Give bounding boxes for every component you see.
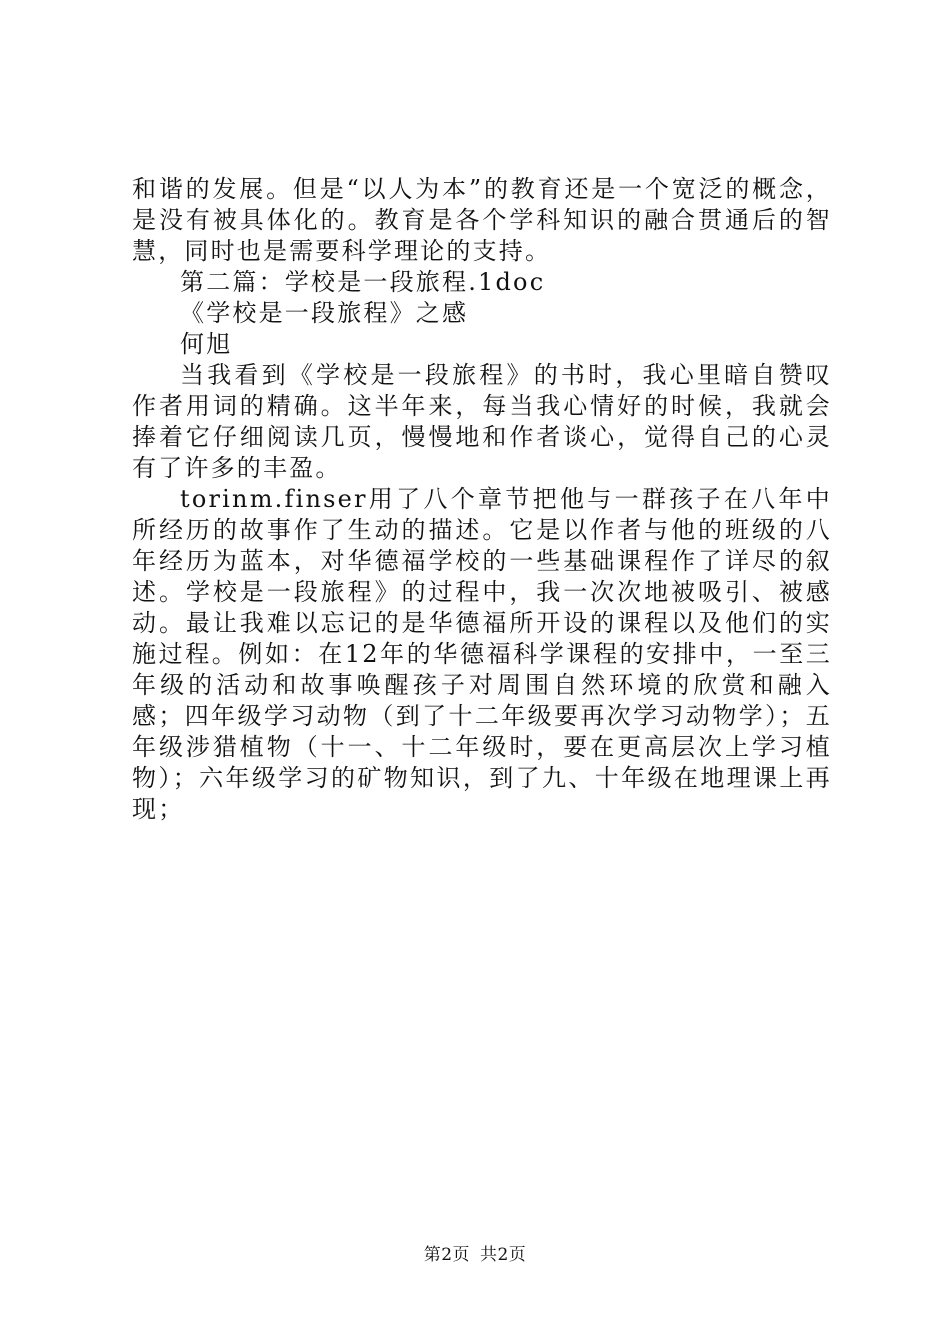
paragraph-body: torinm.finser用了八个章节把他与一群孩子在八年中所经历的故事作了生动的描述。它是以作者与他的班级的八年经历为蓝本，对华德福学校的一些基础课程作了详尽的叙述。学校是一段旅程》的过程中，我一次次地被吸引、被感动。最让我难以忘记的是华德福所开设的课程以及他们的实施过程。例如：在12年的华德福科学课程的安排中，一至三年级的活动和故事唤醒孩子对周围自然环境的欣赏和融入感；四年级学习动物（到了十二年级要再次学习动物学）；五年级涉猎植物（十一、十二年级时，要在更高层次上学习植物）；六年级学习的矿物知识，到了九、十年级在地理课上再现； [132,485,832,823]
author-name: 何旭 [180,330,233,358]
page-number: 第2页 [423,1245,471,1265]
section-heading: 第二篇：学校是一段旅程.1doc [180,268,546,296]
paragraph-continuation: 和谐的发展。但是“以人为本”的教育还是一个宽泛的概念，是没有被具体化的。教育是各个学科知识的融合贯通后的智慧，同时也是需要科学理论的支持。 [132,175,832,265]
page-footer [0,1244,950,1266]
document-body [132,174,832,825]
article-title: 《学校是一段旅程》之感 [180,299,469,327]
paragraph-intro: 当我看到《学校是一段旅程》的书时，我心里暗自赞叹作者用词的精确。这半年来，每当我心情好的时候，我就会捧着它仔细阅读几页，慢慢地和作者谈心，觉得自己的心灵有了许多的丰盈。 [132,361,832,482]
page-total: 共2页 [479,1245,527,1265]
